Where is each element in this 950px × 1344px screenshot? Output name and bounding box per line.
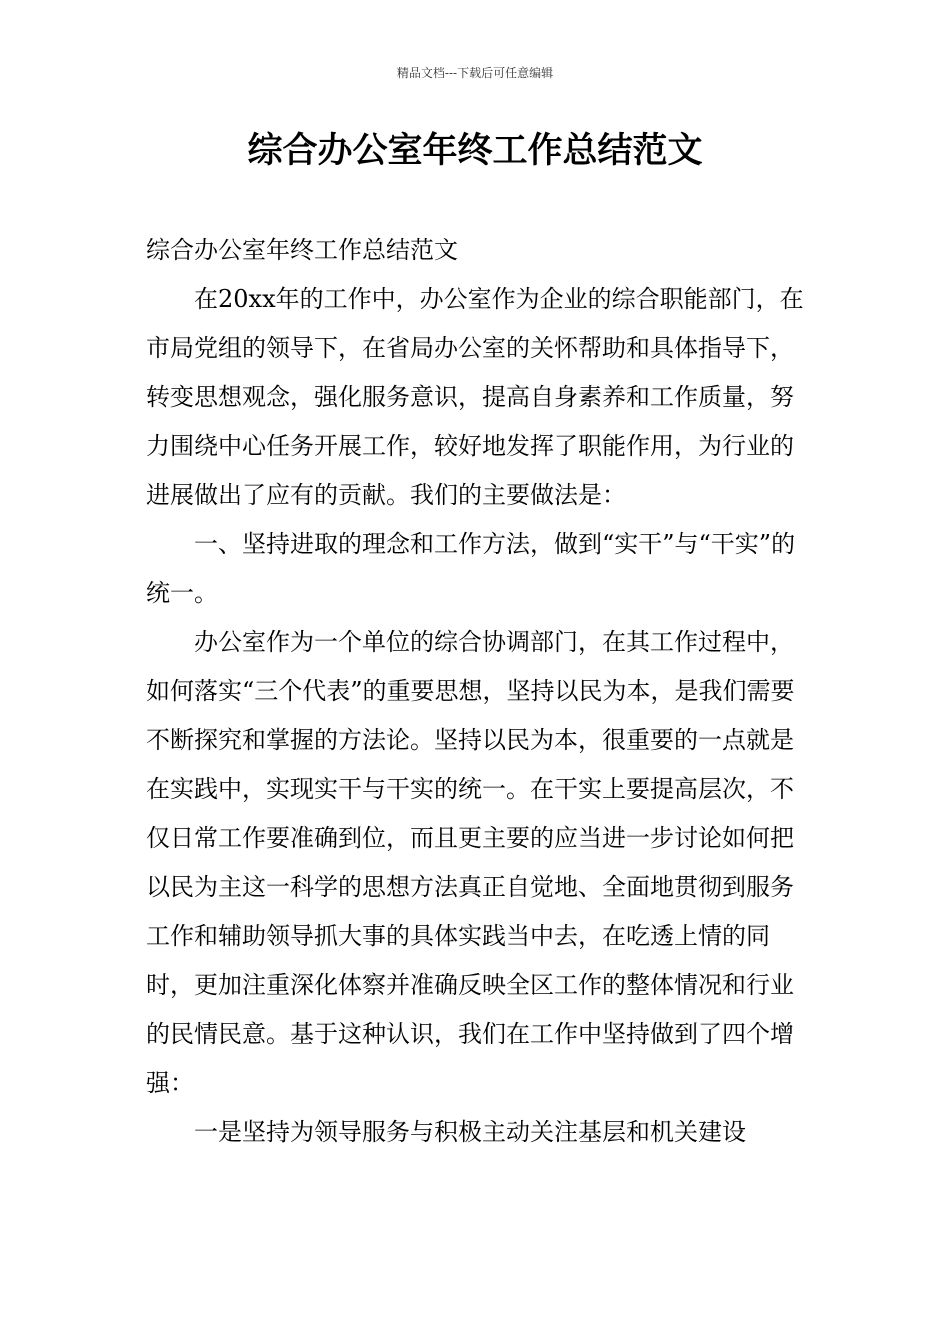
document-title: 综合办公室年终工作总结范文 xyxy=(247,131,703,171)
document-body xyxy=(146,226,808,1157)
body-paragraph: 一是坚持为领导服务与积极主动关注基层和机关建设 xyxy=(194,1118,746,1146)
body-paragraph: 在20xx年的工作中，办公室作为企业的综合职能部门，在市局党组的领导下，在省局办公室的关怀帮助和具体指导下，转变思想观念，强化服务意识，提高自身素养和工作质量，努力围绕中心任务开展工作，较好地发挥了职能作用，为行业的进展做出了应有的贡献。我们的主要做法是： xyxy=(146,285,804,509)
header-note: 精品文档---下载后可任意编辑 xyxy=(396,66,554,80)
section-heading: 一、坚持进取的理念和工作方法，做到“实干”与“干实”的统一。 xyxy=(146,530,796,607)
subtitle-paragraph: 综合办公室年终工作总结范文 xyxy=(146,236,458,264)
body-paragraph: 办公室作为一个单位的综合协调部门，在其工作过程中，如何落实“三个代表”的重要思想，坚持以民为本，是我们需要不断探究和掌握的方法论。坚持以民为本，很重要的一点就是在实践中，实现实干与干实的统一。在干实上要提高层次，不仅日常工作要准确到位，而且更主要的应当进一步讨论如何把以民为主这一科学的思想方法真正自觉地、全面地贯彻到服务工作和辅助领导抓大事的具体实践当中去，在吃透上情的同时，更加注重深化体察并准确反映全区工作的整体情况和行业的民情民意。基于这种认识，我们在工作中坚持做到了四个增强： xyxy=(146,628,795,1097)
